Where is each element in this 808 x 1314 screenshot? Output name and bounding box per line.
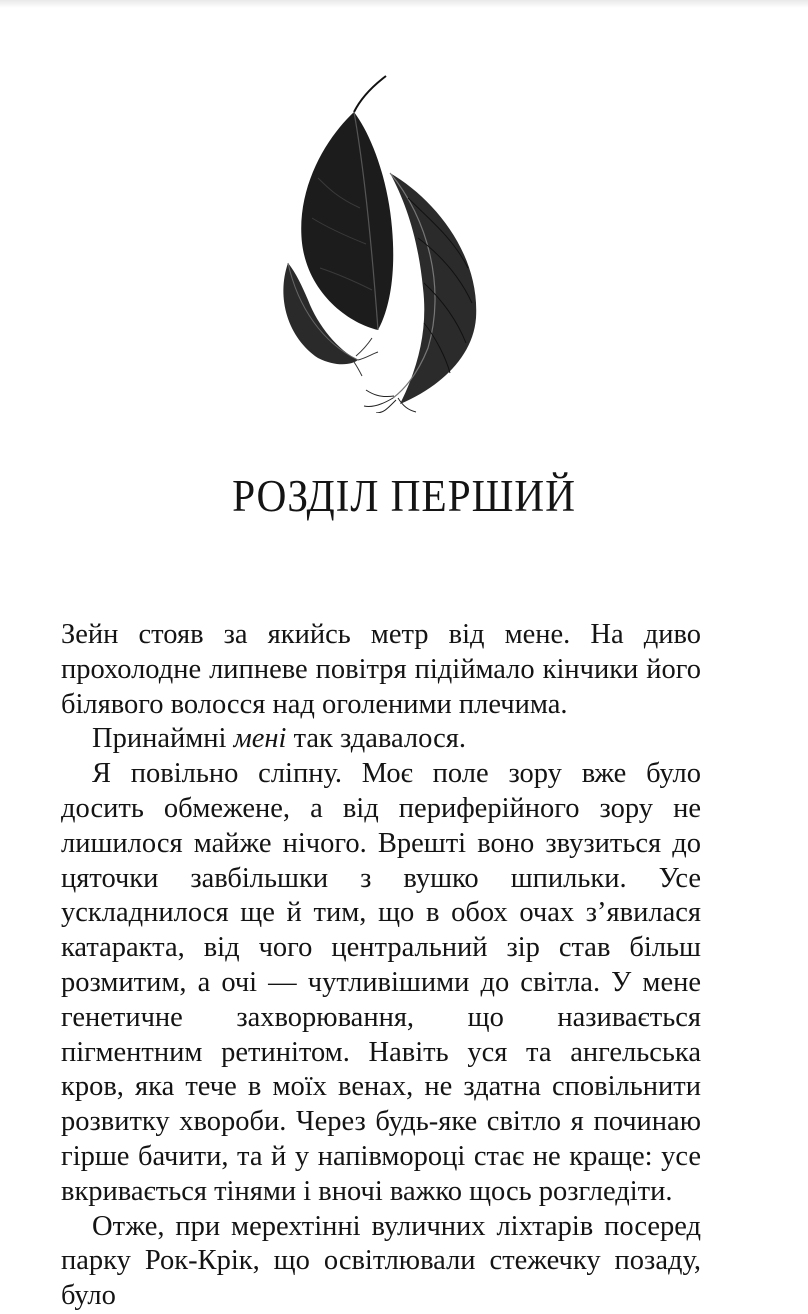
emphasized-word: мені [233, 723, 287, 755]
feathers-icon [268, 68, 498, 413]
chapter-title: РОЗДІЛ ПЕРШИЙ [232, 471, 576, 522]
body-text [61, 618, 701, 1314]
paragraph: Зейн стояв за якийсь метр від мене. На диво прохолодне липневе повітря підіймало кінчики його білявого волосся над оголеними плечима. [61, 619, 701, 720]
paragraph [61, 722, 701, 757]
paragraph: Отже, при мерехтінні вуличних ліхтарів посеред парку Рок-Крік, що освітлювали стежечку позаду, було [61, 1210, 701, 1312]
paragraph: Я повільно сліпну. Моє поле зору вже було досить обмежене, а від периферійного зору не лишилося майже нічого. Врешті воно звузиться до цяточки завбільшки з вушко шпильки. Усе ускладнилося ще й тим, що в обох очах з’явилася катаракта, від чого центральний зір став більш розмитим, а очі — чутливішими до світла. У мене генетичне захворювання, що називається пігментним ретинітом. Навіть уся та ангельська кров, яка тече в моїх венах, не здатна сповільнити розвитку хвороби. Через будь-яке світло я починаю гірше бачити, та й у напівмороці стає не краще: усе вкривається тінями і вночі важко щось розгледіти. [61, 758, 701, 1207]
paragraph-text: Принаймні [92, 723, 234, 755]
paragraph-text: так здавалося. [286, 723, 466, 755]
page-edge [0, 0, 808, 8]
